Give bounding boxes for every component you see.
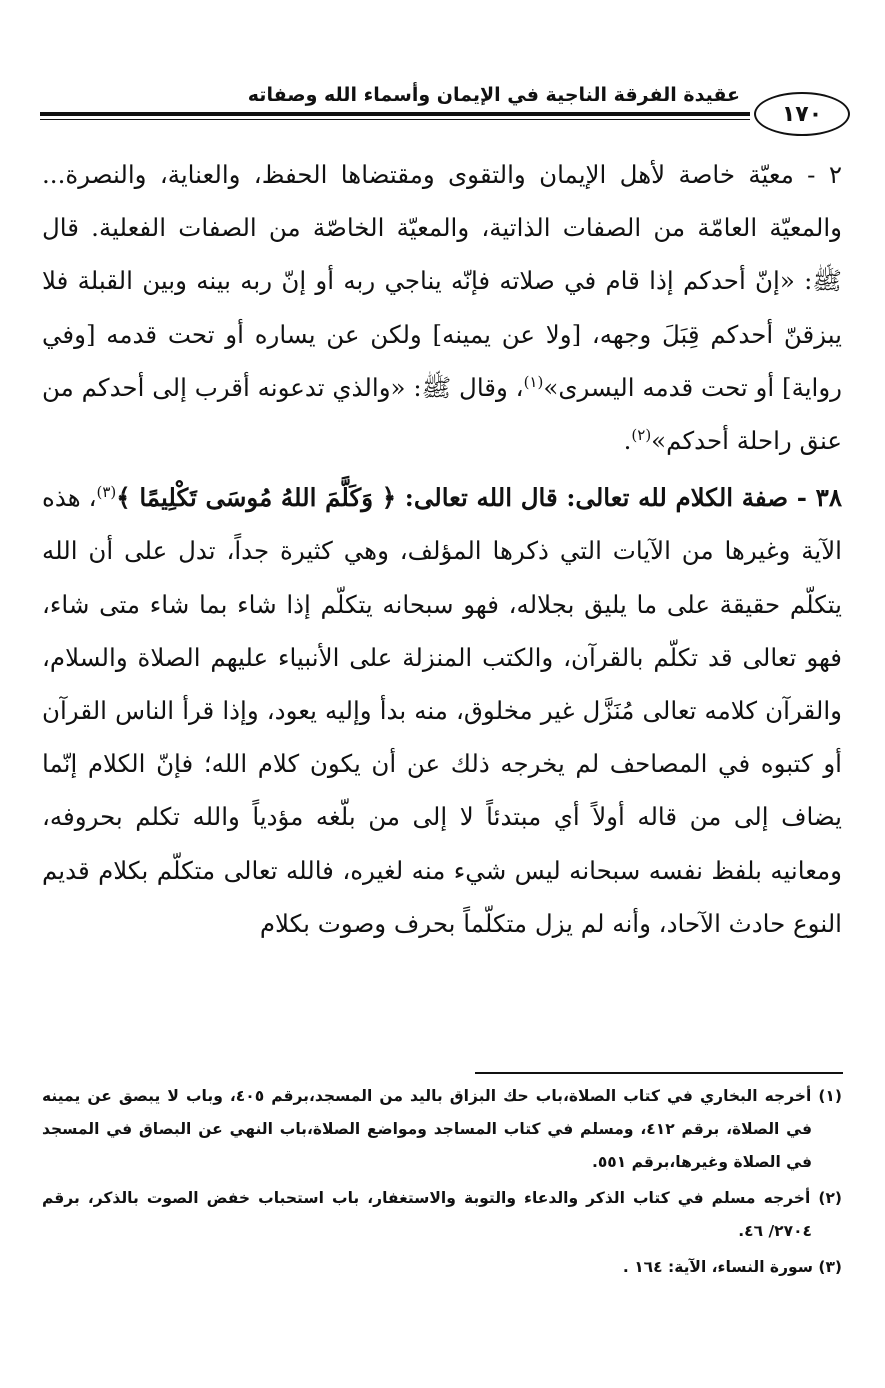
footnote: (٢) أخرجه مسلم في كتاب الذكر والدعاء والتوبة والاستغفار، باب استحباب خفض الصوت بالذكر، برقم ٢٧٠٤/ ٤٦. [42,1189,842,1240]
main-text [42,148,842,950]
footnote-marker: (١) [523,372,544,391]
running-title: عقيدة الفرقة الناجية في الإيمان وأسماء الله وصفاته [247,84,740,106]
footnote-separator [475,1072,843,1074]
page-header [40,84,850,134]
paragraph [42,471,842,950]
section-heading: ٣٨ - صفة الكلام لله تعالى: قال الله تعالى: ﴿ وَكَلَّمَ اللهُ مُوسَى تَكْلِيمًا ﴾ [116,483,842,513]
paragraph-text: ، وقال ﷺ: «والذي تدعونه أقرب إلى أحدكم من عنق راحلة أحدكم» [42,372,842,456]
page-number: ١٧٠ [754,92,850,136]
header-rule [40,112,750,116]
footnote-marker: (٣) [96,483,117,502]
footnote: (١) أخرجه البخاري في كتاب الصلاة،باب حك البزاق باليد من المسجد،برقم ٤٠٥، وباب لا يبصق عن يمينه في الصلاة، برقم ٤١٢، ومسلم في كتاب المساجد ومواضع الصلاة،باب النهي عن البصاق في المسجد في الصلاة وغيرها،برقم ٥٥١. [42,1087,842,1171]
paragraph-text: ، هذه الآية وغيرها من الآيات التي ذكرها المؤلف، وهي كثيرة جداً، تدل على أن الله يتكلّم حقيقة على ما يليق بجلاله، فهو سبحانه يتكلّم إذا شاء بما شاء متى شاء، فهو تعالى قد تكلّم بالقرآن، والكتب المنزلة على الأنبياء عليهم الصلاة والسلام، والقرآن كلامه تعالى مُنَزَّل غير مخلوق، منه بدأ وإليه يعود، وإذا قرأ الناس القرآن أو كتبوه في المصاحف لم يخرجه ذلك عن أن يكون كلام الله؛ فإنّ الكلام إنّما يضاف إلى من قاله أولاً أي مبتدئاً لا إلى من بلّغه مؤدياً والله تكلم بحروفه، ومعانيه بلفظ نفسه سبحانه ليس شيء منه لغيره، فالله تعالى متكلّم بكلام قديم النوع حادث الآحاد، وأنه لم يزل متكلّماً بحرف وصوت بكلام [42,483,842,938]
footnotes [42,1080,842,1287]
footnote: (٣) سورة النساء، الآية: ١٦٤ . [622,1258,842,1276]
paragraph-text: . [623,426,632,456]
footnote-marker: (٢) [631,425,652,444]
paragraph [42,148,842,467]
paragraph-text: ٢ - معيّة خاصة لأهل الإيمان والتقوى ومقتضاها الحفظ، والعناية، والنصرة... والمعيّة العامّة من الصفات الذاتية، والمعيّة الخاصّة من الصفات الفعلية. قال ﷺ: «إنّ أحدكم إذا قام في صلاته فإنّه يناجي ربه أو إنّ ربه بينه وبين القبلة فلا يبزقنّ أحدكم قِبَلَ وجهه، [ولا عن يمينه] ولكن عن يساره أو تحت قدمه [وفي رواية] أو تحت قدمه اليسرى» [42,160,842,402]
header-rule-thin [40,119,750,120]
